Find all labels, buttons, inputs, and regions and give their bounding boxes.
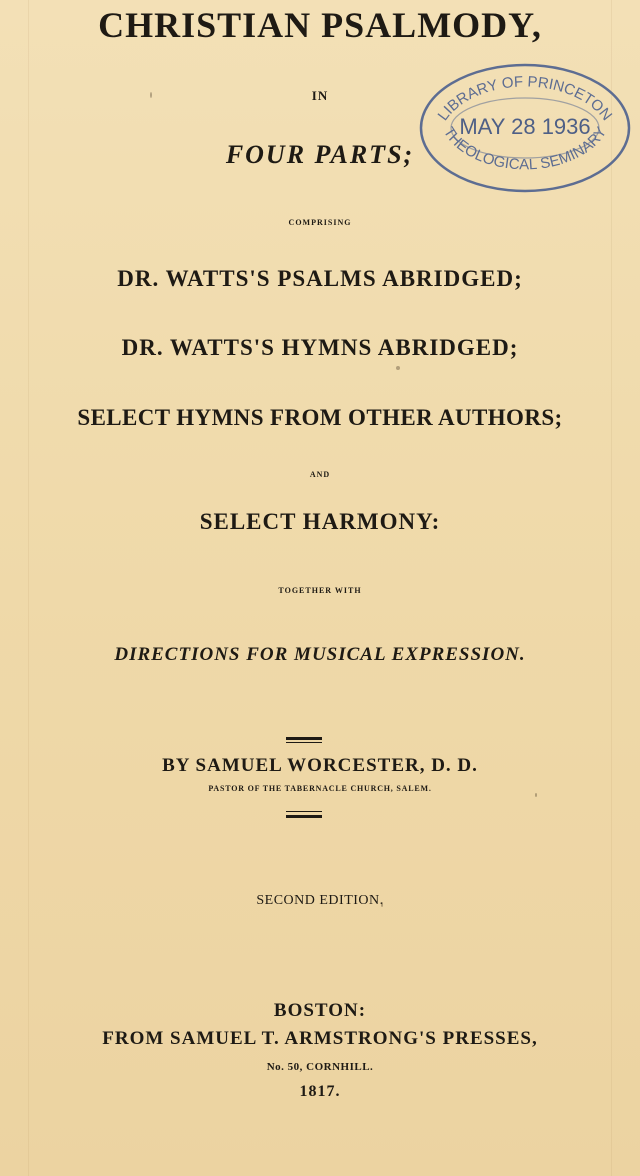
comprising-label: COMPRISING [288, 218, 352, 227]
paper-speck [150, 92, 152, 98]
stamp-top-text: LIBRARY OF PRINCETON [434, 73, 616, 124]
author-line: BY SAMUEL WORCESTER, D. D. [162, 755, 478, 776]
library-stamp [418, 62, 632, 194]
book-title: CHRISTIAN PSALMODY, [98, 5, 542, 45]
author-title: PASTOR OF THE TABERNACLE CHURCH, SALEM. [208, 784, 432, 793]
directions-line: DIRECTIONS FOR MUSICAL EXPRESSION. [114, 644, 526, 665]
stamp-date: MAY 28 1936 [459, 114, 591, 139]
stamp-bottom-text: THEOLOGICAL SEMINARY [439, 124, 611, 174]
city-line: BOSTON: [273, 1000, 367, 1021]
paper-speck [396, 366, 400, 370]
together-with-label: TOGETHER WITH [278, 586, 362, 595]
address-line: No. 50, CORNHILL. [266, 1061, 374, 1073]
edition-line: SECOND EDITION. [256, 893, 384, 908]
psalms-item: DR. WATTS'S PSALMS ABRIDGED; [117, 266, 523, 291]
paper-speck [381, 902, 383, 907]
rule-top-thick [286, 737, 322, 740]
and-label: AND [309, 470, 331, 479]
rule-bottom-thick [286, 815, 322, 818]
publisher-line: FROM SAMUEL T. ARMSTRONG'S PRESSES, [102, 1028, 538, 1049]
harmony-item: SELECT HARMONY: [199, 509, 441, 534]
paper-speck [535, 793, 537, 797]
rule-top-thin [286, 742, 322, 743]
rule-bottom-thin [286, 811, 322, 812]
four-parts-heading: FOUR PARTS; [225, 140, 415, 169]
select-hymns-item: SELECT HYMNS FROM OTHER AUTHORS; [77, 405, 563, 430]
year-line: 1817. [299, 1083, 341, 1100]
hymns-item: DR. WATTS'S HYMNS ABRIDGED; [121, 335, 519, 360]
in-label: IN [311, 88, 329, 103]
